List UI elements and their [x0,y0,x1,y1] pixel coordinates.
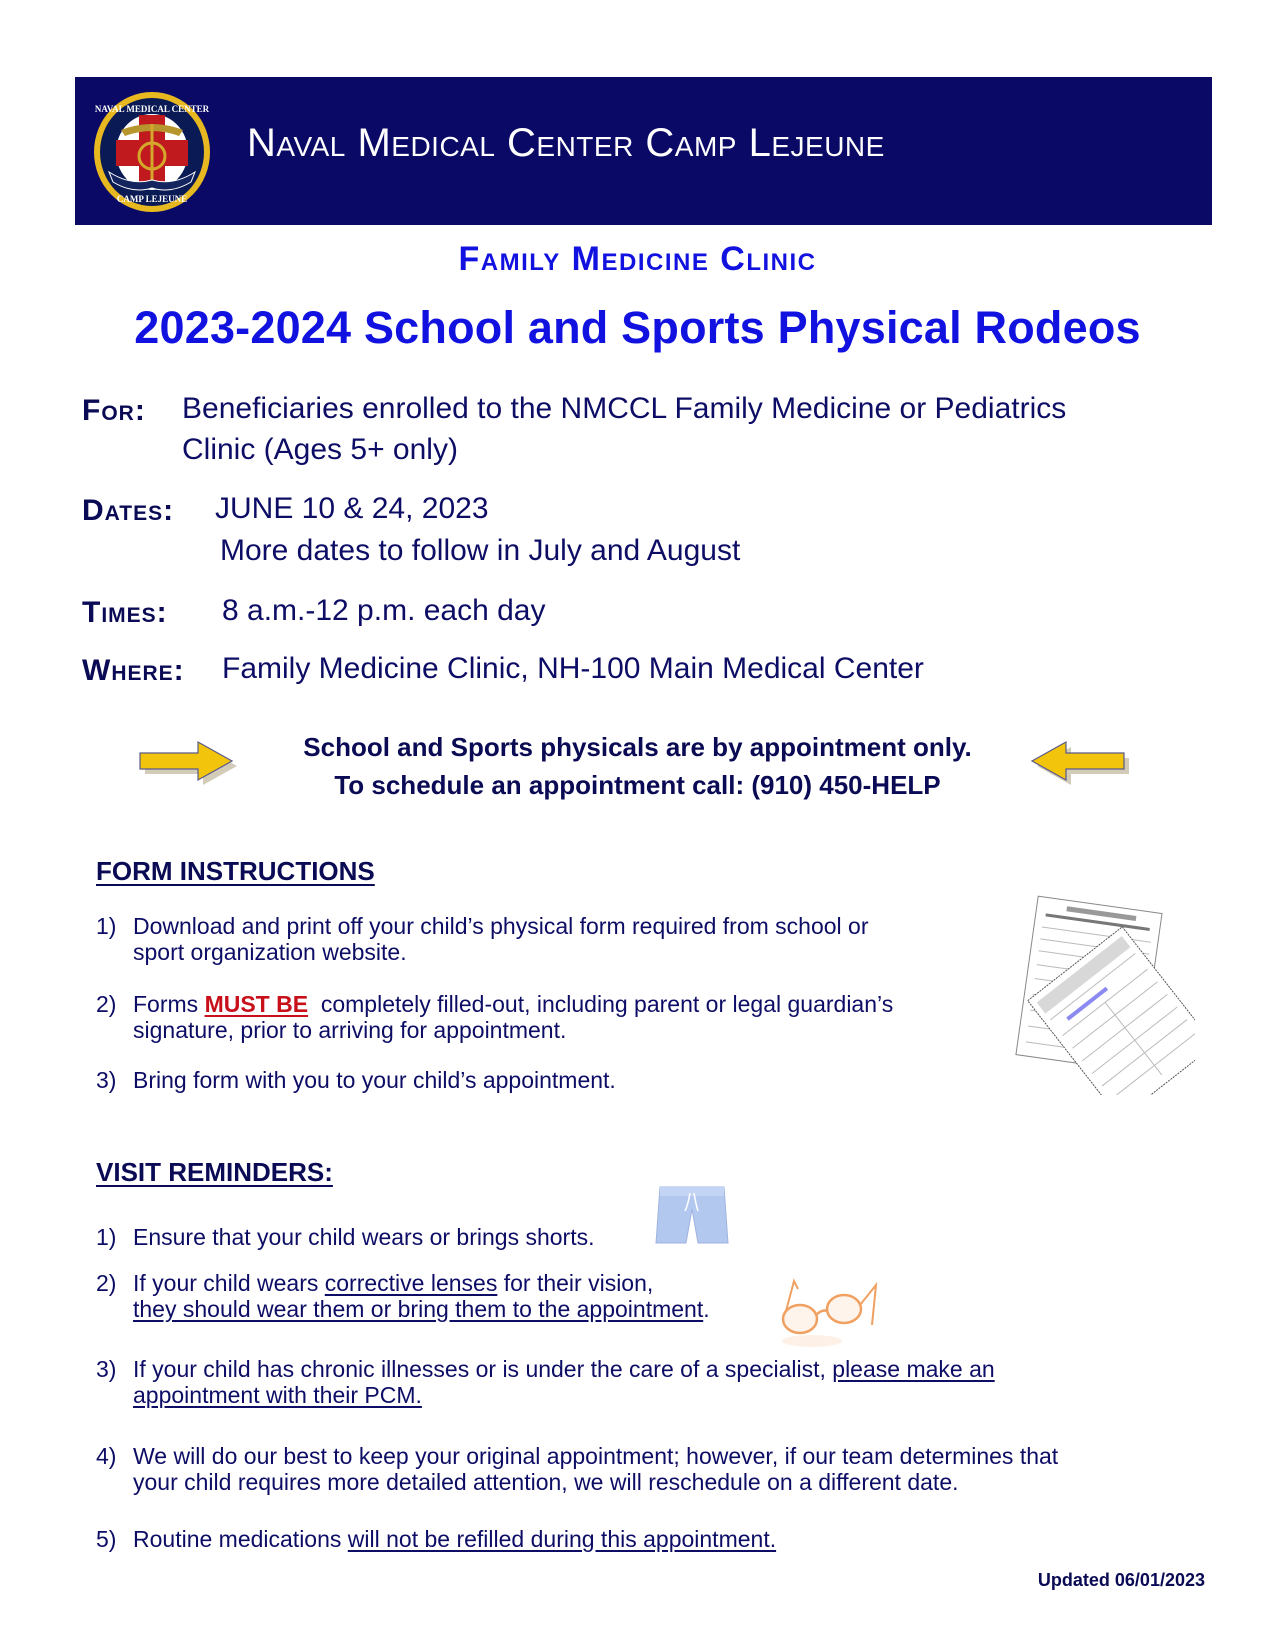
item-text-underlined: they should wear them or bring them to the appointment [133,1296,704,1322]
visit-reminder-item-5 [96,1526,776,1552]
item-text-cont: signature, prior to arriving for appointment. [133,1017,567,1043]
item-text: for their vision, [497,1270,654,1296]
visit-reminders-heading: VISIT REMINDERS: [96,1157,333,1187]
svg-text:NAVAL MEDICAL CENTER: NAVAL MEDICAL CENTER [94,104,210,114]
clinic-name: Family Medicine Clinic [458,240,817,278]
corrective-lenses-emphasis: corrective lenses [324,1270,498,1296]
item-text: completely filled-out, including parent or legal guardian’s [308,991,894,1017]
item-text: . [703,1296,710,1322]
item-text-underlined: please make an [832,1356,995,1382]
visit-reminder-item-4 [96,1443,1058,1495]
page-title: 2023-2024 School and Sports Physical Rodeos [134,302,1141,353]
item-text: If your child wears [133,1270,325,1296]
dates-label: Dates: [82,494,175,527]
header-banner [75,77,1212,225]
item-number: 4) [96,1443,117,1469]
visit-reminder-item-3 [96,1356,995,1408]
must-be-emphasis: MUST BE [204,991,309,1017]
times-label: Times: [82,596,168,629]
item-text: Download and print off your child’s physical form required from school or [133,913,869,939]
item-text-underlined: will not be refilled during this appointment. [347,1526,777,1552]
item-number: 3) [96,1356,117,1382]
form-instructions-heading: FORM INSTRUCTIONS [96,856,375,886]
naval-medical-center-seal-icon [91,90,213,214]
visit-reminder-item-1 [96,1224,594,1250]
for-value-line2: Clinic (Ages 5+ only) [182,433,458,466]
item-text-cont: your child requires more detailed attention, we will reschedule on a different date. [133,1469,959,1495]
item-number: 3) [96,1067,117,1093]
item-number: 1) [96,1224,117,1250]
item-text-underlined-cont: appointment with their PCM. [133,1382,422,1408]
form-instruction-item-2 [96,991,893,1043]
for-value-line1: Beneficiaries enrolled to the NMCCL Family Medicine or Pediatrics [182,392,1067,425]
physical-form-documents-icon [995,895,1195,1095]
visit-reminder-item-2 [96,1270,710,1322]
item-text: Ensure that your child wears or brings shorts. [133,1224,595,1250]
form-instruction-item-3 [96,1067,616,1093]
item-text: Forms [133,991,205,1017]
item-text-cont [96,1296,710,1322]
item-text: We will do our best to keep your original appointment; however, if our team determines that [133,1443,1059,1469]
item-number: 1) [96,913,117,939]
eyeglasses-icon [772,1275,882,1350]
item-number: 2) [96,1270,117,1296]
form-instruction-item-1 [96,913,869,965]
times-value: 8 a.m.-12 p.m. each day [222,594,546,627]
dates-value-line2: More dates to follow in July and August [220,534,741,567]
where-label: Where: [82,654,185,687]
updated-date: Updated 06/01/2023 [1037,1570,1205,1590]
item-text: Routine medications [133,1526,348,1552]
dates-value-line1: JUNE 10 & 24, 2023 [215,492,489,525]
shorts-icon [652,1183,732,1249]
item-text: If your child has chronic illnesses or is under the care of a specialist, [133,1356,833,1382]
where-value: Family Medicine Clinic, NH-100 Main Medical Center [222,652,924,685]
for-label: For: [82,394,146,427]
appointment-phone: To schedule an appointment call: (910) 450-HELP [334,770,941,800]
item-text: Bring form with you to your child’s appointment. [133,1067,616,1093]
svg-text:CAMP LEJEUNE: CAMP LEJEUNE [116,194,188,204]
item-number: 5) [96,1526,117,1552]
organization-name: Naval Medical Center Camp Lejeune [247,121,885,165]
appointment-notice: School and Sports physicals are by appointment only. [303,732,972,762]
item-number: 2) [96,991,117,1017]
item-text-cont: sport organization website. [133,939,407,965]
